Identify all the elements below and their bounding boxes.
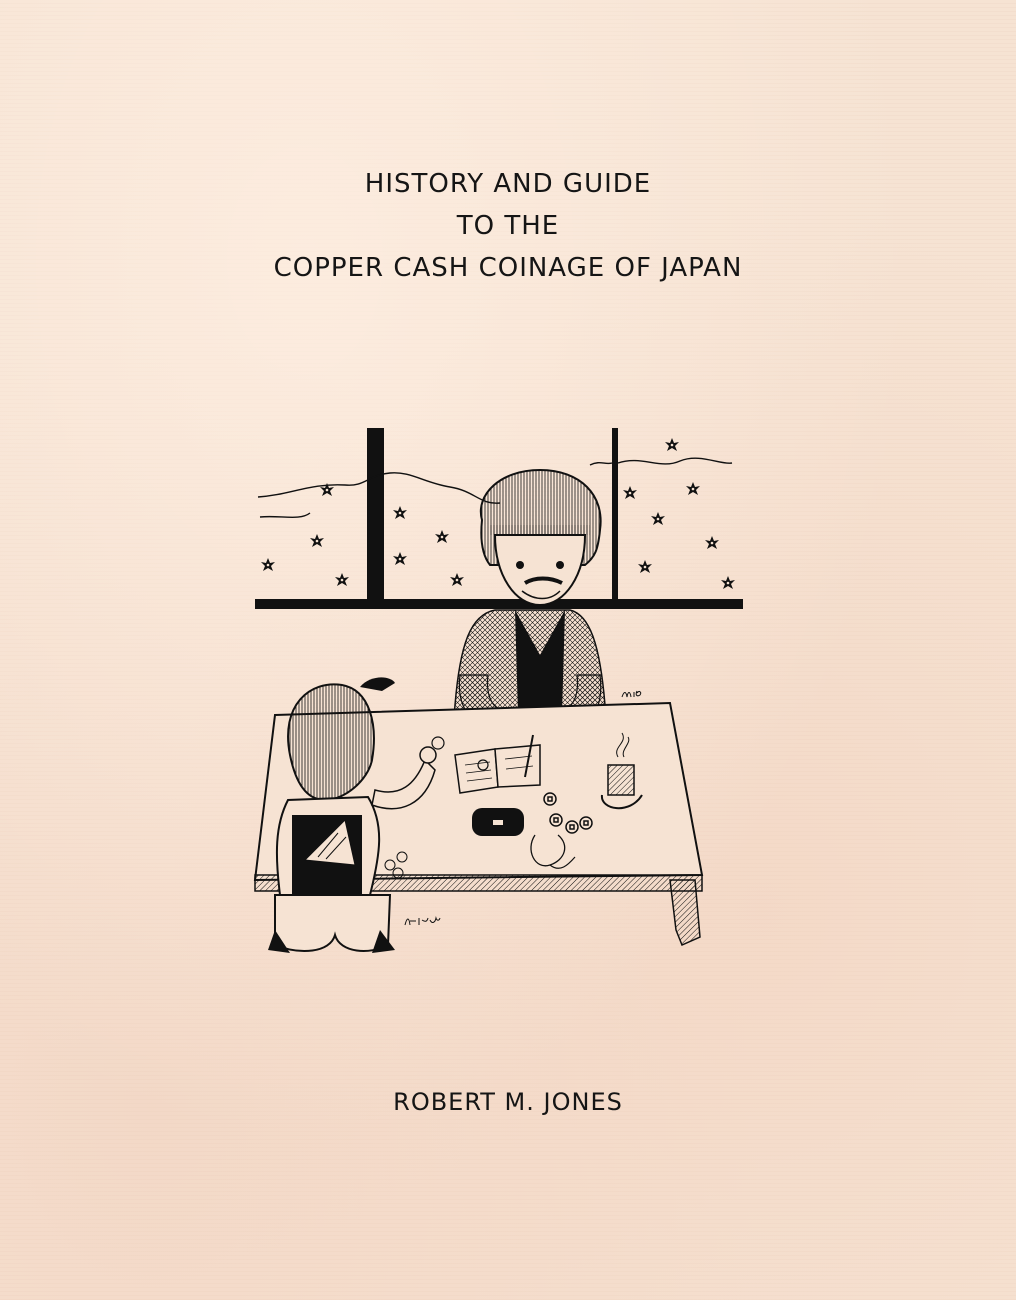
author-name: ROBERT M. JONES [393, 1088, 623, 1116]
book-title [0, 163, 1016, 289]
cover-illustration [250, 425, 750, 965]
title-line-1: HISTORY AND GUIDE [364, 169, 652, 199]
title-line-2: TO THE [456, 211, 560, 241]
title-line-3: COPPER CASH COINAGE OF JAPAN [273, 253, 743, 283]
coin-purse [472, 808, 524, 836]
